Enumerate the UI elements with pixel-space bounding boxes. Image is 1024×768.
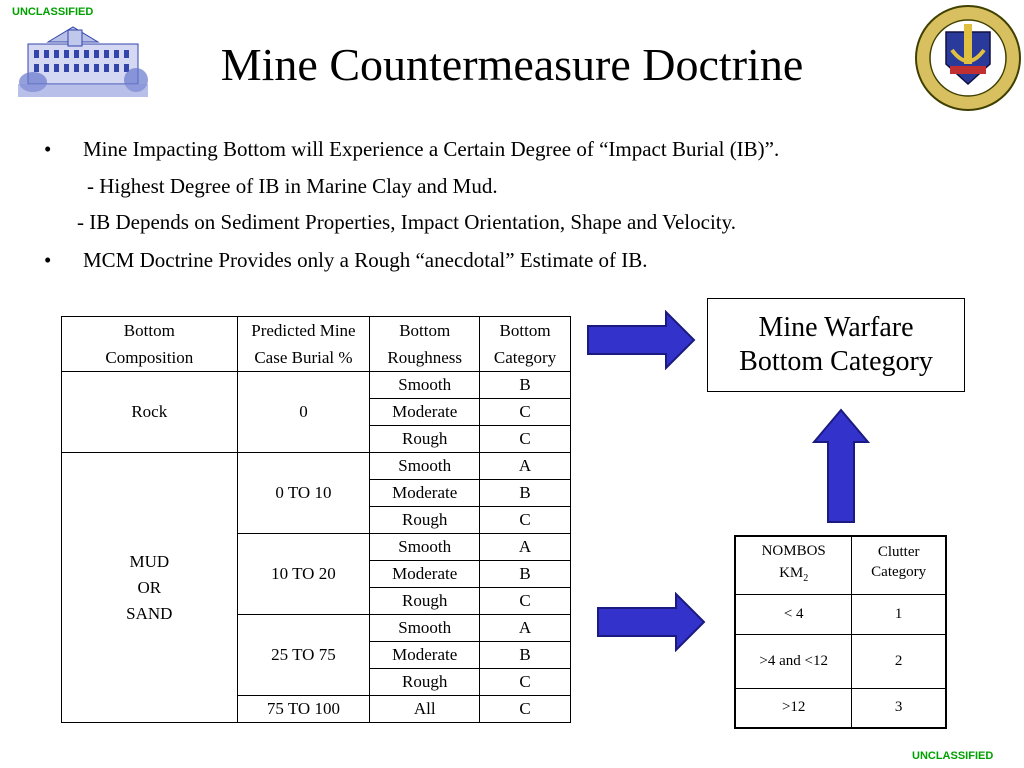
burial-table xyxy=(61,316,571,723)
header-bottom-composition: Bottom Composition xyxy=(62,317,238,372)
page-title: Mine Countermeasure Doctrine xyxy=(220,39,804,90)
burial-range: 25 TO 75 xyxy=(237,615,370,696)
burial-rock: 0 xyxy=(237,372,370,453)
category-cell: A xyxy=(480,534,571,561)
clutter-category: 1 xyxy=(852,594,946,634)
category-cell: C xyxy=(480,507,571,534)
arrow-right-icon xyxy=(596,592,708,652)
bullet-marker: • xyxy=(44,248,52,272)
roughness-cell: Smooth xyxy=(370,453,480,480)
table-row xyxy=(62,453,571,480)
roughness-cell: All xyxy=(370,696,480,723)
header-predicted-burial: Predicted Mine Case Burial % xyxy=(237,317,370,372)
category-cell: A xyxy=(480,453,571,480)
roughness-cell: Rough xyxy=(370,426,480,453)
roughness-cell: Moderate xyxy=(370,399,480,426)
category-cell: C xyxy=(480,669,571,696)
bullet-2: MCM Doctrine Provides only a Rough “anecdotal” Estimate of IB. xyxy=(83,248,648,272)
category-cell: B xyxy=(480,480,571,507)
composition-mud-sand: MUD OR SAND xyxy=(62,453,238,723)
header-bottom-roughness: Bottom Roughness xyxy=(370,317,480,372)
arrow-right-icon xyxy=(586,310,698,370)
roughness-cell: Rough xyxy=(370,507,480,534)
clutter-header-row xyxy=(735,536,946,594)
category-cell: C xyxy=(480,696,571,723)
category-cell: C xyxy=(480,399,571,426)
bullet-1-sub-2: - IB Depends on Sediment Properties, Impact Orientation, Shape and Velocity. xyxy=(77,210,737,234)
arrow-up-icon xyxy=(812,408,870,524)
bullet-1-sub-1: - Highest Degree of IB in Marine Clay and Mud. xyxy=(87,174,498,198)
roughness-cell: Moderate xyxy=(370,480,480,507)
category-box-line-2: Bottom Category xyxy=(739,346,933,377)
roughness-cell: Smooth xyxy=(370,372,480,399)
nombos-range: >12 xyxy=(735,688,852,728)
roughness-cell: Rough xyxy=(370,588,480,615)
classification-bottom: UNCLASSIFIED xyxy=(912,750,994,762)
roughness-cell: Rough xyxy=(370,669,480,696)
classification-top: UNCLASSIFIED xyxy=(12,6,94,18)
table-row xyxy=(735,594,946,634)
table-header-row xyxy=(62,317,571,372)
category-cell: C xyxy=(480,426,571,453)
roughness-cell: Moderate xyxy=(370,642,480,669)
roughness-cell: Smooth xyxy=(370,534,480,561)
clutter-table xyxy=(734,535,947,729)
clutter-category: 3 xyxy=(852,688,946,728)
roughness-cell: Smooth xyxy=(370,615,480,642)
header-bottom-category: Bottom Category xyxy=(480,317,571,372)
category-cell: C xyxy=(480,588,571,615)
bullet-1: Mine Impacting Bottom will Experience a Certain Degree of “Impact Burial (IB)”. xyxy=(83,137,780,161)
clutter-category: 2 xyxy=(852,634,946,688)
bullet-marker: • xyxy=(44,137,52,161)
header-clutter-category: Clutter Category xyxy=(852,536,946,594)
category-cell: B xyxy=(480,642,571,669)
table-row xyxy=(735,634,946,688)
category-cell: B xyxy=(480,372,571,399)
nombos-range: >4 and <12 xyxy=(735,634,852,688)
mine-warfare-category-box xyxy=(707,298,965,392)
table-row xyxy=(735,688,946,728)
table-row xyxy=(62,372,571,399)
nombos-range: < 4 xyxy=(735,594,852,634)
burial-range: 0 TO 10 xyxy=(237,453,370,534)
category-cell: A xyxy=(480,615,571,642)
burial-range: 75 TO 100 xyxy=(237,696,370,723)
header-nombos: NOMBOS $KM_2$ xyxy=(735,536,852,594)
category-box-line-1: Mine Warfare xyxy=(758,312,914,343)
burial-range: 10 TO 20 xyxy=(237,534,370,615)
roughness-cell: Moderate xyxy=(370,561,480,588)
composition-rock: Rock xyxy=(62,372,238,453)
category-cell: B xyxy=(480,561,571,588)
